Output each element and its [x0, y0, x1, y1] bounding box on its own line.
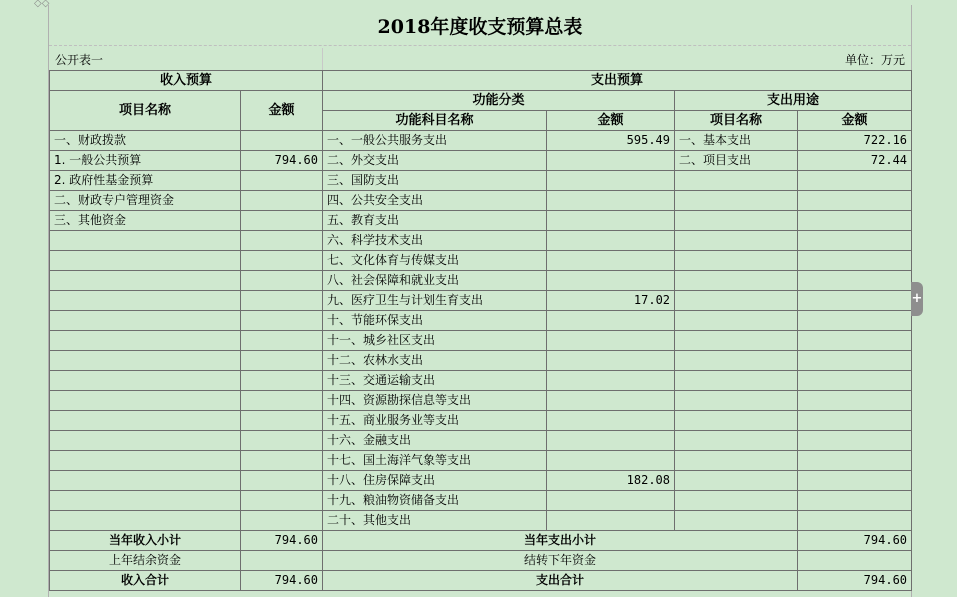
use-item-name — [675, 311, 798, 331]
functional-item-name: 六、科学技术支出 — [323, 231, 547, 251]
functional-item-name: 二十、其他支出 — [323, 511, 547, 531]
income-item-name — [50, 371, 241, 391]
income-item-amount — [241, 331, 323, 351]
functional-item-amount — [547, 431, 675, 451]
sheet-corner-handle[interactable]: ◇◇ — [34, 0, 50, 8]
income-item-amount — [241, 191, 323, 211]
expense-budget-header: 支出预算 — [323, 71, 912, 91]
use-item-name — [675, 511, 798, 531]
prior-balance-label: 上年结余资金 — [50, 551, 241, 571]
table-row — [50, 471, 912, 491]
total-row — [50, 571, 912, 591]
functional-item-amount — [547, 511, 675, 531]
income-item-amount: 794.60 — [241, 151, 323, 171]
meta-divider — [322, 48, 323, 70]
table-row — [50, 131, 912, 151]
functional-item-amount — [547, 231, 675, 251]
functional-item-name: 八、社会保障和就业支出 — [323, 271, 547, 291]
expense-total-label: 支出合计 — [323, 571, 798, 591]
functional-item-amount — [547, 191, 675, 211]
use-item-amount — [798, 451, 912, 471]
carry-forward-value — [798, 551, 912, 571]
use-item-name — [675, 231, 798, 251]
income-item-name — [50, 251, 241, 271]
income-item-name: 一、财政拨款 — [50, 131, 241, 151]
income-item-amount — [241, 251, 323, 271]
table-row — [50, 251, 912, 271]
income-item-name: 二、财政专户管理资金 — [50, 191, 241, 211]
functional-item-amount — [547, 391, 675, 411]
use-item-amount — [798, 511, 912, 531]
use-item-amount: 72.44 — [798, 151, 912, 171]
functional-item-amount — [547, 451, 675, 471]
use-item-name — [675, 271, 798, 291]
expense-use-header: 支出用途 — [675, 91, 912, 111]
income-item-name — [50, 511, 241, 531]
functional-item-name: 九、医疗卫生与计划生育支出 — [323, 291, 547, 311]
income-item-name — [50, 491, 241, 511]
income-item-amount — [241, 431, 323, 451]
meta-row — [49, 48, 911, 70]
functional-item-amount — [547, 171, 675, 191]
income-subtotal-label: 当年收入小计 — [50, 531, 241, 551]
income-item-name — [50, 431, 241, 451]
table-row — [50, 411, 912, 431]
use-amount-header: 金额 — [798, 111, 912, 131]
amount-header: 金额 — [241, 91, 323, 131]
use-item-amount — [798, 251, 912, 271]
income-item-name — [50, 271, 241, 291]
use-item-amount — [798, 411, 912, 431]
income-item-name: 2. 政府性基金预算 — [50, 171, 241, 191]
use-item-amount — [798, 371, 912, 391]
income-item-name — [50, 411, 241, 431]
table-row — [50, 271, 912, 291]
use-item-name — [675, 371, 798, 391]
income-item-amount — [241, 171, 323, 191]
balance-row — [50, 551, 912, 571]
functional-item-name: 十二、农林水支出 — [323, 351, 547, 371]
functional-item-name: 三、国防支出 — [323, 171, 547, 191]
income-total-label: 收入合计 — [50, 571, 241, 591]
income-item-name — [50, 451, 241, 471]
unit-label: 单位：万元 — [844, 52, 905, 67]
functional-item-name: 十、节能环保支出 — [323, 311, 547, 331]
table-row — [50, 491, 912, 511]
expense-total-value: 794.60 — [798, 571, 912, 591]
functional-class-header: 功能分类 — [323, 91, 675, 111]
use-item-name — [675, 331, 798, 351]
income-item-amount — [241, 371, 323, 391]
functional-subject-header: 功能科目名称 — [323, 111, 547, 131]
functional-item-amount — [547, 151, 675, 171]
functional-item-name: 十一、城乡社区支出 — [323, 331, 547, 351]
func-amount-header: 金额 — [547, 111, 675, 131]
use-item-name: 一、基本支出 — [675, 131, 798, 151]
functional-item-amount — [547, 331, 675, 351]
table-row — [50, 291, 912, 311]
functional-item-name: 七、文化体育与传媒支出 — [323, 251, 547, 271]
use-item-amount: 722.16 — [798, 131, 912, 151]
use-item-name — [675, 391, 798, 411]
income-subtotal-value: 794.60 — [241, 531, 323, 551]
income-item-name — [50, 231, 241, 251]
expand-tab-icon[interactable]: + — [911, 282, 923, 316]
use-item-name: 二、项目支出 — [675, 151, 798, 171]
income-item-amount — [241, 311, 323, 331]
table-row — [50, 231, 912, 251]
income-item-amount — [241, 351, 323, 371]
table-row — [50, 211, 912, 231]
item-name-header: 项目名称 — [50, 91, 241, 131]
functional-item-name: 十三、交通运输支出 — [323, 371, 547, 391]
use-item-header: 项目名称 — [675, 111, 798, 131]
income-item-amount — [241, 511, 323, 531]
table-row — [50, 431, 912, 451]
use-item-name — [675, 251, 798, 271]
functional-item-name: 十九、粮油物资储备支出 — [323, 491, 547, 511]
use-item-amount — [798, 311, 912, 331]
functional-item-amount — [547, 311, 675, 331]
use-item-name — [675, 211, 798, 231]
subtotal-row — [50, 531, 912, 551]
income-item-amount — [241, 491, 323, 511]
use-item-amount — [798, 171, 912, 191]
income-item-amount — [241, 391, 323, 411]
income-item-name — [50, 291, 241, 311]
use-item-amount — [798, 391, 912, 411]
use-item-amount — [798, 211, 912, 231]
spreadsheet-sheet — [48, 5, 912, 597]
expense-subtotal-value: 794.60 — [798, 531, 912, 551]
income-item-name — [50, 331, 241, 351]
income-item-amount — [241, 131, 323, 151]
use-item-name — [675, 191, 798, 211]
use-item-amount — [798, 191, 912, 211]
income-item-amount — [241, 411, 323, 431]
use-item-name — [675, 171, 798, 191]
income-item-amount — [241, 291, 323, 311]
prior-balance-value — [241, 551, 323, 571]
income-item-name — [50, 391, 241, 411]
table-row — [50, 171, 912, 191]
use-item-name — [675, 291, 798, 311]
table-row — [50, 451, 912, 471]
functional-item-name: 四、公共安全支出 — [323, 191, 547, 211]
functional-item-amount — [547, 371, 675, 391]
use-item-name — [675, 431, 798, 451]
table-row — [50, 371, 912, 391]
functional-item-name: 十四、资源勘探信息等支出 — [323, 391, 547, 411]
income-item-amount — [241, 271, 323, 291]
page-title: 2018年度收支预算总表 — [49, 5, 911, 46]
header-row-2 — [50, 91, 912, 111]
table-row — [50, 511, 912, 531]
table-row — [50, 311, 912, 331]
use-item-amount — [798, 491, 912, 511]
functional-item-amount — [547, 411, 675, 431]
table-row — [50, 391, 912, 411]
functional-item-name: 十七、国土海洋气象等支出 — [323, 451, 547, 471]
functional-item-name: 十六、金融支出 — [323, 431, 547, 451]
functional-item-name: 五、教育支出 — [323, 211, 547, 231]
functional-item-name: 一、一般公共服务支出 — [323, 131, 547, 151]
income-item-name: 1. 一般公共预算 — [50, 151, 241, 171]
use-item-name — [675, 411, 798, 431]
expense-subtotal-label: 当年支出小计 — [323, 531, 798, 551]
use-item-amount — [798, 351, 912, 371]
income-item-name — [50, 311, 241, 331]
income-item-name: 三、其他资金 — [50, 211, 241, 231]
income-item-amount — [241, 231, 323, 251]
income-item-amount — [241, 211, 323, 231]
income-item-name — [50, 351, 241, 371]
functional-item-name: 十五、商业服务业等支出 — [323, 411, 547, 431]
use-item-amount — [798, 231, 912, 251]
table-row — [50, 191, 912, 211]
carry-forward-label: 结转下年资金 — [323, 551, 798, 571]
header-row-1 — [50, 71, 912, 91]
use-item-amount — [798, 271, 912, 291]
functional-item-amount — [547, 251, 675, 271]
functional-item-amount — [547, 211, 675, 231]
income-budget-header: 收入预算 — [50, 71, 323, 91]
use-item-amount — [798, 431, 912, 451]
functional-item-amount: 17.02 — [547, 291, 675, 311]
use-item-name — [675, 351, 798, 371]
functional-item-amount — [547, 351, 675, 371]
budget-table-body — [50, 71, 912, 591]
functional-item-amount: 182.08 — [547, 471, 675, 491]
income-total-value: 794.60 — [241, 571, 323, 591]
functional-item-amount: 595.49 — [547, 131, 675, 151]
table-row — [50, 331, 912, 351]
income-item-amount — [241, 471, 323, 491]
form-label: 公开表一 — [55, 52, 104, 67]
use-item-amount — [798, 471, 912, 491]
income-item-amount — [241, 451, 323, 471]
table-row — [50, 151, 912, 171]
functional-item-amount — [547, 271, 675, 291]
use-item-name — [675, 491, 798, 511]
budget-table — [49, 70, 912, 591]
use-item-amount — [798, 291, 912, 311]
use-item-name — [675, 471, 798, 491]
functional-item-amount — [547, 491, 675, 511]
table-row — [50, 351, 912, 371]
functional-item-name: 二、外交支出 — [323, 151, 547, 171]
income-item-name — [50, 471, 241, 491]
functional-item-name: 十八、住房保障支出 — [323, 471, 547, 491]
use-item-amount — [798, 331, 912, 351]
use-item-name — [675, 451, 798, 471]
